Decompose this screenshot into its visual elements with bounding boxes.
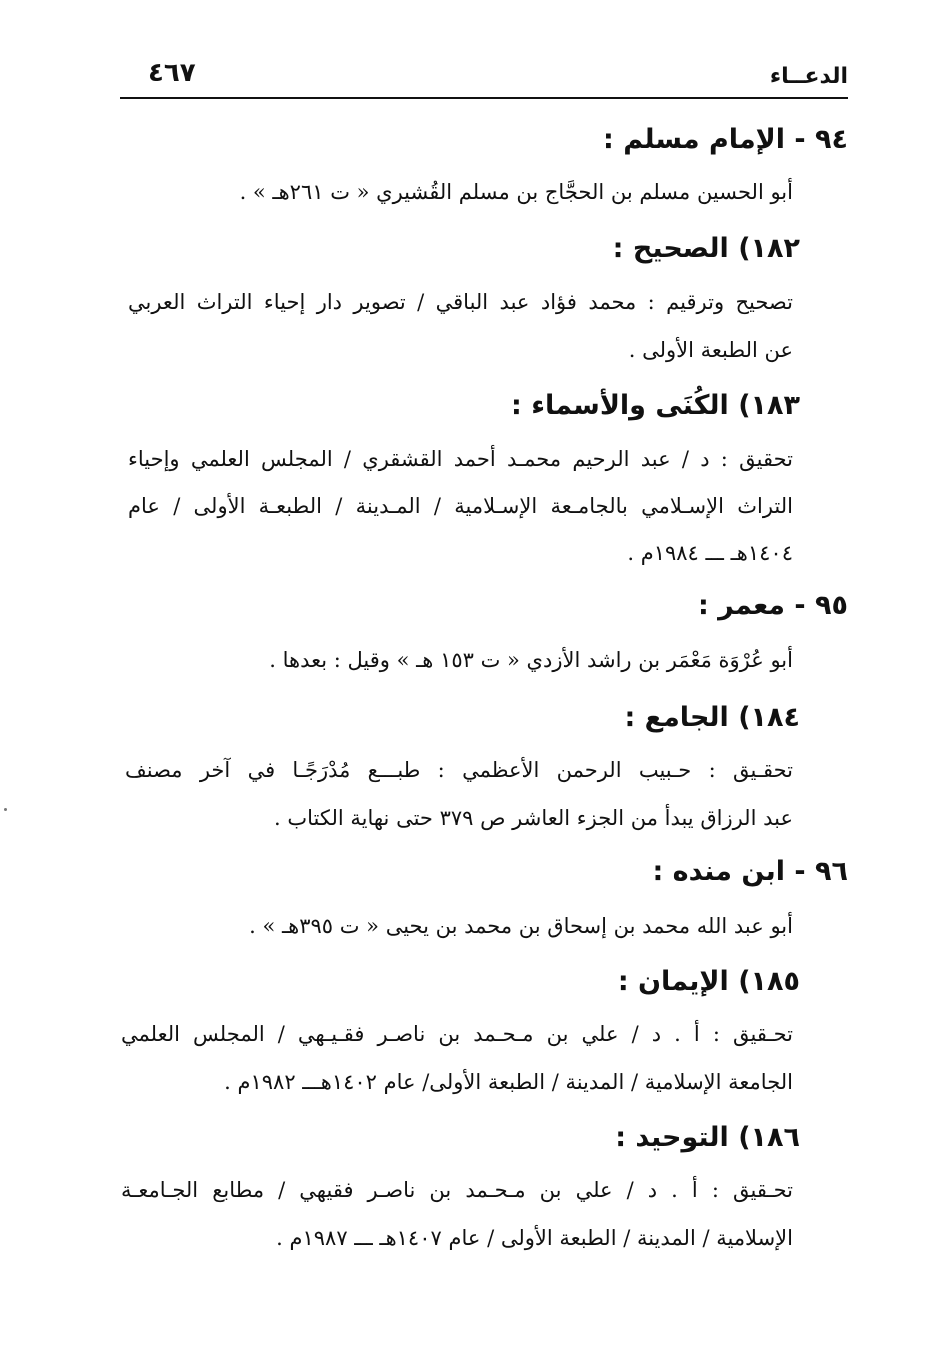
work-186-line-2: الإسلامية / المدينة / الطبعة الأولى / عام ١٤٠٧هـ ـــ ١٩٨٧م . bbox=[276, 1226, 793, 1250]
scan-speck bbox=[4, 808, 7, 811]
work-185-line-2: الجامعة الإسلامية / المدينة / الطبعة الأولى/ عام ١٤٠٢هـــ ١٩٨٢م . bbox=[224, 1070, 793, 1094]
work-184-line-2: عبد الرزاق يبدأ من الجزء العاشر ص ٣٧٩ حتى نهاية الكتاب . bbox=[274, 806, 793, 830]
work-heading-183: ١٨٣) الكُنَى والأسماء : bbox=[511, 390, 800, 421]
entry-heading-94: ٩٤ - الإمام مسلم : bbox=[603, 124, 848, 155]
entry-heading-96: ٩٦ - ابن منده : bbox=[652, 856, 848, 887]
entry-heading-95: ٩٥ - معمر : bbox=[697, 590, 848, 621]
work-heading-184: ١٨٤) الجامع : bbox=[624, 702, 800, 733]
page-number: ٤٦٧ bbox=[148, 58, 196, 88]
entry-author-94: أبو الحسين مسلم بن الحجَّاج بن مسلم القُشيري « ت ٢٦١هـ » . bbox=[239, 180, 793, 204]
work-184-line-1: تحقـيق : حـبيب الرحمن الأعظمي : طبـــع مُدْرَجًـا في آخر مصنف bbox=[125, 758, 793, 782]
work-182-line-2: عن الطبعة الأولى . bbox=[628, 338, 793, 362]
entry-author-95: أبو عُرْوَة مَعْمَر بن راشد الأزدي « ت ١٥٣ هـ » وقيل : بعدها . bbox=[269, 648, 793, 672]
running-title: الدعــاء bbox=[769, 64, 848, 89]
work-186-line-1: تحـقيق : أ . د / علي بن مـحـمد بن ناصـر فقيهي / مطابع الجـامعـة bbox=[121, 1178, 793, 1202]
work-182-line-1: تصحيح وترقيم : محمد فؤاد عبد الباقي / تصوير دار إحياء التراث العربي bbox=[128, 290, 793, 314]
header-rule bbox=[120, 97, 848, 99]
entry-author-96: أبو عبد الله محمد بن إسحاق بن محمد بن يحيى « ت ٣٩٥هـ » . bbox=[249, 914, 793, 938]
running-header bbox=[120, 58, 848, 98]
work-183-line-1: تحقيق : د / عبد الرحيم محمـد أحمد القشقري / المجلس العلمي وإحياء bbox=[128, 447, 793, 471]
work-heading-186: ١٨٦) التوحيد : bbox=[615, 1122, 800, 1153]
work-heading-185: ١٨٥) الإيمان : bbox=[617, 966, 800, 997]
work-183-line-2: التراث الإسـلامي بالجامـعة الإسـلامية / المـدينة / الطبعـة الأولى / عام bbox=[128, 494, 793, 518]
work-185-line-1: تحـقيق : أ . د / علي بن مـحـمد بن ناصـر فقـيـهي / المجلس العلمي bbox=[121, 1022, 793, 1046]
work-183-line-3: ١٤٠٤هـ ـــ ١٩٨٤م . bbox=[627, 541, 793, 565]
work-heading-182: ١٨٢) الصحيح : bbox=[612, 233, 800, 264]
